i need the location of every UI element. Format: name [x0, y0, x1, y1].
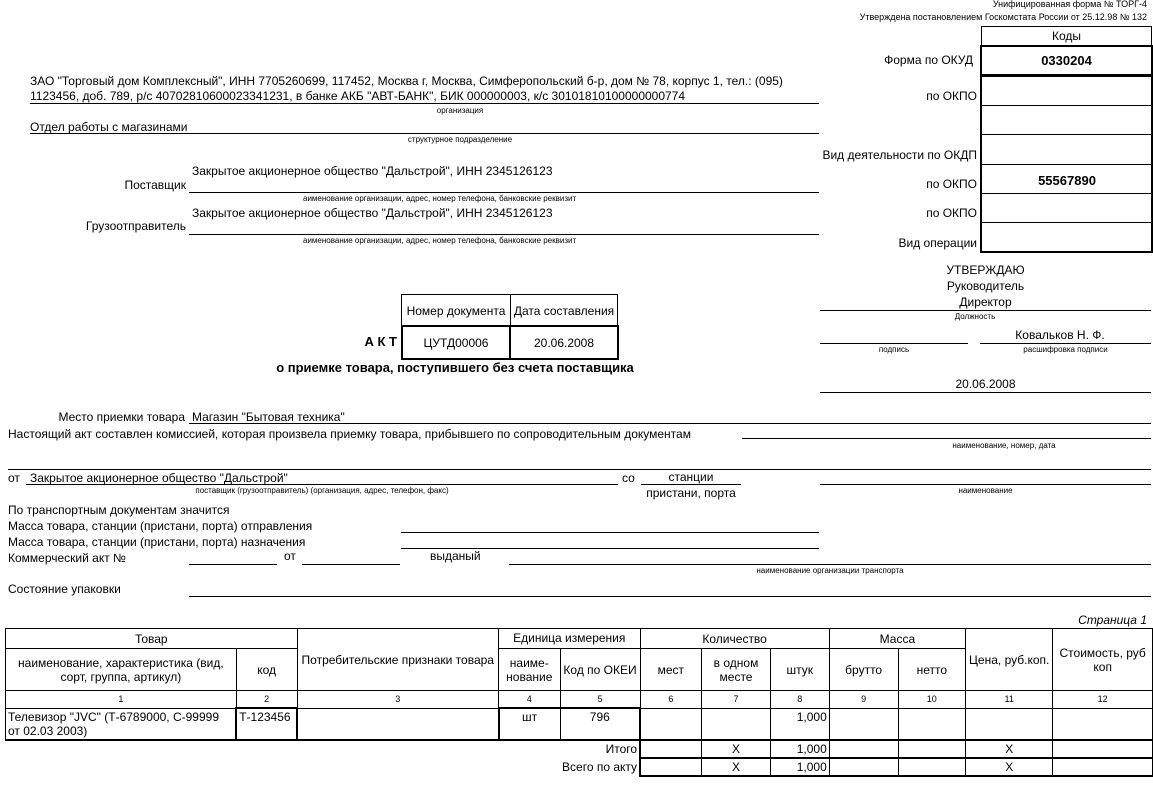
grand-cost: [1053, 758, 1153, 776]
col-num: 12: [1053, 691, 1153, 709]
from-label: от: [8, 471, 20, 485]
header-pcs: штук: [770, 649, 829, 691]
col-num: 7: [702, 691, 771, 709]
docs-caption: наименование, номер, дата: [952, 441, 1056, 450]
total-per-place: X: [702, 740, 771, 758]
total-label: Итого: [605, 742, 638, 756]
supplier-label: Поставщик: [124, 178, 186, 192]
header-unit: Единица измерения: [499, 629, 641, 649]
col-num: 10: [898, 691, 966, 709]
okdp-label: Вид деятельности по ОКДП: [822, 148, 977, 162]
cell-consumer[interactable]: [297, 708, 498, 740]
total-net: [898, 740, 966, 758]
supplier-value[interactable]: Закрытое акционерное общество "Дальстрой", ИНН 2345126123: [192, 164, 553, 178]
header-consumer: Потребительские признаки товара: [297, 629, 498, 691]
codes-title: Коды: [981, 26, 1152, 46]
header-name: наименование, характеристика (вид, сорт, группа, артикул): [6, 649, 237, 691]
total-row: [6, 740, 1153, 758]
grand-total-label: Всего по акту: [562, 759, 638, 774]
header-cost: Стоимость, руб коп: [1053, 629, 1153, 691]
organization-line2[interactable]: 1123456, доб. 789, р/с 40702810600023341231, в банке АКБ "АВТ-БАНК", БИК 000000003, к/с 30101810100000000774: [30, 89, 686, 103]
grand-net: [898, 758, 966, 776]
grand-price: X: [966, 758, 1053, 776]
position-caption: Должность: [954, 312, 996, 321]
unified-form-label: Унифицированная форма № ТОРГ-4: [992, 0, 1147, 9]
header-per-place: в одном месте: [702, 649, 771, 691]
station-label: станции: [668, 470, 714, 484]
page-number: Страница 1: [1078, 613, 1147, 627]
col-num: 11: [966, 691, 1053, 709]
header-okei: Код по ОКЕИ: [560, 649, 640, 691]
cell-okei[interactable]: 796: [560, 708, 640, 740]
supplier-caption: аименование организации, адрес, номер телефона, банковские реквизит: [303, 194, 577, 203]
organization-line1[interactable]: ЗАО "Торговый дом Комплексный", ИНН 7705260699, 117452, Москва г, Москва, Симферопольский б-р, дом № 78, корпус 1, тел.: (095): [30, 74, 783, 88]
okud-label: Форма по ОКУД: [884, 53, 973, 67]
cell-gross[interactable]: [829, 708, 898, 740]
from-value[interactable]: Закрытое акционерное общество "Дальстрой": [30, 471, 288, 485]
grand-gross: [829, 758, 898, 776]
approved-label: Утверждена постановлением Госкомстата России от 25.12.98 № 132: [859, 12, 1147, 22]
header-gross: брутто: [829, 649, 898, 691]
okpo-label: по ОКПО: [926, 89, 977, 103]
shipper-label: Грузоотправитель: [85, 219, 186, 233]
total-places: [640, 740, 702, 758]
grand-total-row: [6, 758, 1153, 776]
supplier-okpo-label: по ОКПО: [926, 177, 977, 191]
division-caption: структурное подразделение: [407, 135, 513, 144]
place-value[interactable]: Магазин "Бытовая техника": [192, 410, 345, 424]
commercial-act-label: Коммерческий акт №: [8, 551, 126, 565]
total-price: X: [966, 740, 1053, 758]
approve-title: УТВЕРЖДАЮ: [946, 263, 1025, 277]
cell-price[interactable]: [966, 708, 1053, 740]
act-subtitle: о приемке товара, поступившего без счета поставщика: [276, 360, 634, 375]
approve-date[interactable]: 20.06.2008: [955, 377, 1016, 391]
organization-caption: организация: [436, 106, 484, 115]
cell-cost[interactable]: [1053, 708, 1153, 740]
grand-pcs: 1,000: [770, 758, 829, 776]
total-gross: [829, 740, 898, 758]
packaging-label: Состояние упаковки: [8, 582, 121, 596]
header-goods: Товар: [6, 629, 298, 649]
header-unit-name: наиме-нование: [499, 649, 561, 691]
operation-label: Вид операции: [898, 236, 977, 250]
header-qty: Количество: [640, 629, 829, 649]
okud-value[interactable]: 0330204: [980, 45, 1153, 76]
shipper-value[interactable]: Закрытое акционерное общество "Дальстрой", ИНН 2345126123: [192, 206, 553, 220]
cell-net[interactable]: [898, 708, 966, 740]
act-title: А К Т: [364, 334, 397, 349]
signature-caption: подпись: [878, 345, 910, 354]
grand-places: [640, 758, 702, 776]
col-num: 4: [499, 691, 561, 709]
commercial-act-from: от: [284, 549, 296, 563]
doc-date-value[interactable]: 20.06.2008: [509, 325, 619, 360]
header-mass: Масса: [829, 629, 965, 649]
column-numbers-row: [6, 691, 1153, 709]
col-num: 5: [560, 691, 640, 709]
shipper-okpo-label: по ОКПО: [926, 206, 977, 220]
mass-departure-label: Масса товара, станции (пристани, порта) отправления: [8, 519, 313, 533]
name-caption-2: наименование: [958, 486, 1013, 495]
pier-label: пристани, порта: [646, 486, 736, 500]
cell-name[interactable]: Телевизор "JVC" (Т-6789000, С-99999 от 02.03 2003): [6, 708, 237, 740]
header-code: код: [236, 649, 297, 691]
division-value[interactable]: Отдел работы с магазинами: [30, 120, 188, 134]
header-price: Цена, руб.коп.: [966, 629, 1053, 691]
goods-table: [5, 628, 1153, 777]
col-num: 1: [6, 691, 237, 709]
issued-label: выданый: [430, 549, 481, 563]
doc-date-header: Дата составления: [510, 294, 618, 327]
commission-text: Настоящий акт составлен комиссией, которая произвела приемку товара, прибывшего по сопроводительным документам: [8, 427, 691, 441]
approve-name[interactable]: Ковальков Н. Ф.: [1015, 328, 1105, 342]
col-num: 9: [829, 691, 898, 709]
name-caption: расшифровка подписи: [1023, 345, 1108, 354]
header-places: мест: [640, 649, 702, 691]
grand-per-place: X: [702, 758, 771, 776]
transport-docs-label: По транспортным документам значится: [8, 503, 230, 517]
place-label: Место приемки товара: [58, 410, 185, 424]
cell-per-place[interactable]: [702, 708, 771, 740]
approve-head: Руководитель: [946, 279, 1025, 293]
doc-number-header: Номер документа: [401, 294, 511, 327]
shipper-caption: аименование организации, адрес, номер телефона, банковские реквизит: [303, 236, 577, 245]
cell-code[interactable]: Т-123456: [236, 708, 297, 740]
header-net: нетто: [898, 649, 966, 691]
col-num: 2: [236, 691, 297, 709]
total-pcs: 1,000: [770, 740, 829, 758]
approve-position[interactable]: Директор: [959, 295, 1012, 309]
cell-unit[interactable]: шт: [499, 708, 561, 740]
supplier-okpo-value[interactable]: 55567890: [1038, 173, 1096, 188]
col-num: 8: [770, 691, 829, 709]
col-num: 6: [640, 691, 702, 709]
doc-number-value[interactable]: ЦУТД00006: [401, 325, 511, 360]
mass-destination-label: Масса товара, станции (пристани, порта) назначения: [8, 535, 306, 549]
so-label: со: [622, 471, 635, 485]
from-caption: поставщик (грузоотправитель) (организация, адрес, телефон, факс): [195, 486, 449, 495]
transport-caption: наименование организации транспорта: [756, 566, 904, 575]
col-num: 3: [297, 691, 498, 709]
cell-places[interactable]: [640, 708, 702, 740]
total-cost: [1053, 740, 1153, 758]
cell-pcs[interactable]: 1,000: [770, 708, 829, 740]
table-row[interactable]: [6, 708, 1153, 740]
